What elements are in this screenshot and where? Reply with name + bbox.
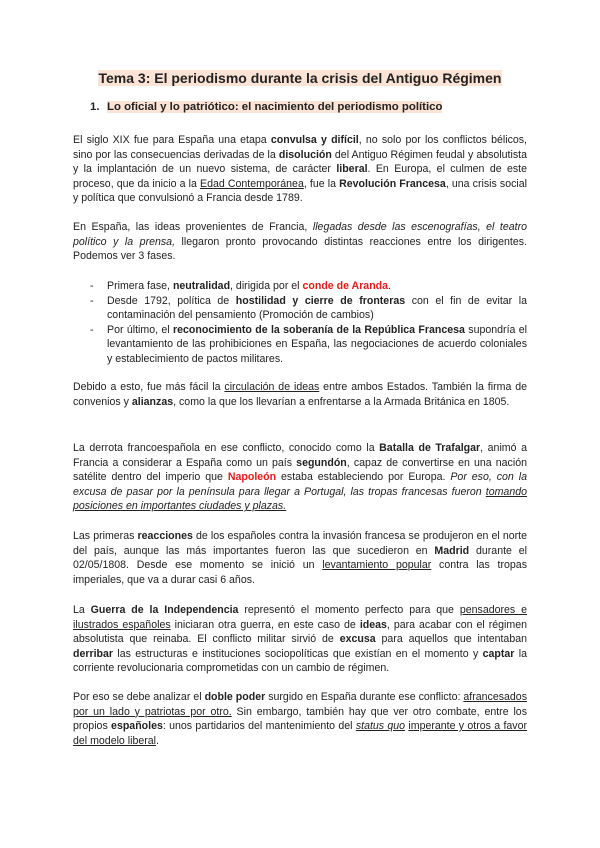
list-item: - Desde 1792, política de hostilidad y cierre de fronteras con el fin de evitar la contaminación del pensamiento (Promoción de cambios) xyxy=(90,294,527,322)
paragraph-7: Por eso se debe analizar el doble poder surgido en España durante ese conflicto: afrancesados por un lado y patriotas por otro. Sin embargo, también hay que ver otro combate, entre los propios españoles: unos partidarios del mantenimiento del status quo imperante y otros a favor del modelo liberal. xyxy=(73,691,527,747)
paragraph-6: La Guerra de la Independencia representó el momento perfecto para que pensadores e ilustrados españoles iniciaran otra guerra, en este caso de ideas, para acabar con el régimen absolutista que reinaba. El conflicto militar sirvió de excusa para aquellos que intentaban derribar las estructuras e instituciones sociopolíticas que existían en el momento y captar la corriente revolucionaria comprometidas con un cambio de régimen. xyxy=(73,604,527,675)
paragraph-1: El siglo XIX fue para España una etapa convulsa y difícil, no solo por los conflictos bélicos, sino por las consecuencias derivadas de la disolución del Antiguo Régimen feudal y absolutista y la implantación de un nuevo sistema, de carácter liberal. En Europa, el culmen de este proceso, que da inicio a la Edad Contemporánea, fue la Revolución Francesa, una crisis social y política que convulsionó a Francia desde 1789. xyxy=(73,134,528,205)
section-title: Lo oficial y lo patriótico: el nacimiento del periodismo político xyxy=(107,101,443,113)
paragraph-3: Debido a esto, fue más fácil la circulación de ideas entre ambos Estados. También la firma de convenios y alianzas, como la que los llevarían a enfrentarse a la Armada Británica en 1805. xyxy=(73,381,528,408)
section-heading xyxy=(90,101,442,113)
list-item: - Primera fase, neutralidad, dirigida por el conde de Aranda. xyxy=(90,280,391,292)
list-item: - Por último, el reconocimiento de la soberanía de la República Francesa supondría el levantamiento de las prohibiciones en España, las negociaciones de acuerdo coloniales y establecimiento de pactos militares. xyxy=(90,323,528,365)
paragraph-2: En España, las ideas provenientes de Francia, llegadas desde las escenografías, el teatro político y la prensa, llegaron pronto provocando distintas reacciones entre los dirigentes. Podemos ver 3 fases. xyxy=(73,221,527,263)
paragraph-5: Las primeras reacciones de los españoles contra la invasión francesa se produjeron en el norte del país, aunque las más importantes fueron las que sucedieron en Madrid durante el 02/05/1808. Desde ese momento se inició un levantamiento popular contra las tropas imperiales, que va a durar casi 6 años. xyxy=(73,530,528,586)
phases-list xyxy=(90,279,527,367)
paragraph-4: La derrota francoespañola en ese conflicto, conocido como la Batalla de Trafalgar, animó a Francia a considerar a España como un país segundón, capaz de convertirse en una nación satélite dentro del imperio que Napoleón estaba estableciendo por Europa. Por eso, con la excusa de pasar por la península para llegar a Portugal, las tropas francesas fueron tomando posiciones en importantes ciudades y plazas. xyxy=(73,442,527,513)
document-title: Tema 3: El periodismo durante la crisis del Antiguo Régimen xyxy=(98,70,502,86)
section-number: 1. xyxy=(90,101,100,113)
